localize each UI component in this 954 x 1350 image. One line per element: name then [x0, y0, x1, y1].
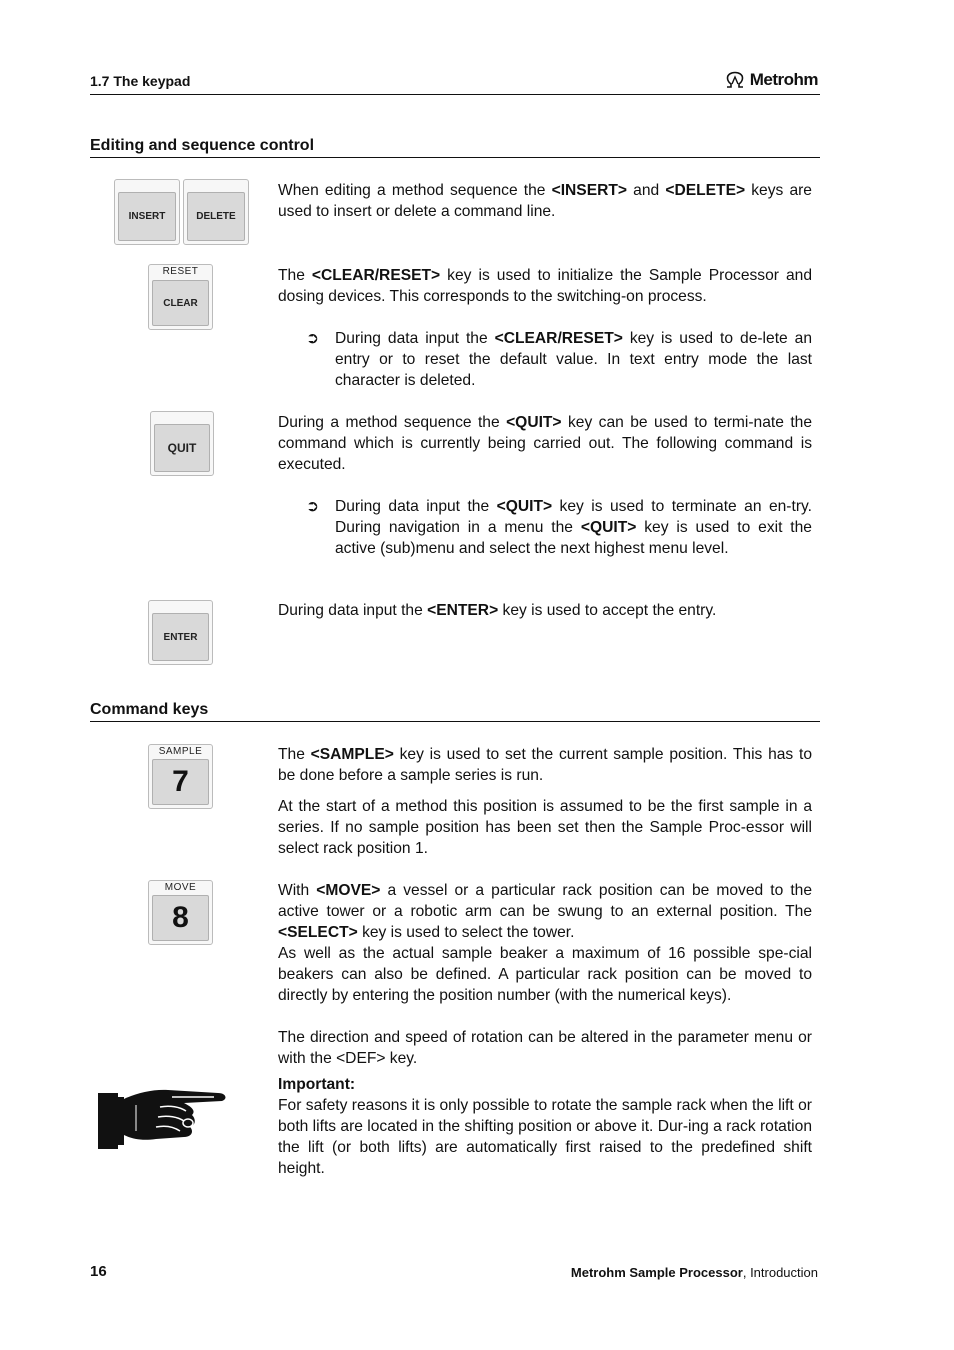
sample-paragraph-2: At the start of a method this position is assumed to be the first sample in a series. If no sample position has been set then the Sample Proc-essor will select rack position 1.	[278, 798, 812, 857]
omega-logo-icon	[724, 71, 746, 89]
clear-label: CLEAR	[152, 280, 209, 326]
footer-title: Metrohm Sample Processor, Introduction	[570, 1265, 818, 1280]
clear-reset-key	[148, 264, 213, 330]
page-header	[90, 70, 820, 95]
important-label: Important:	[278, 1076, 356, 1093]
sample-paragraph-1: The <SAMPLE> key is used to set the current sample position. This has to be done before a sample series is run.	[278, 746, 812, 784]
quit-bullet: ➲ During data input the <QUIT> key is used to terminate an en-try. During navigation in a menu the <QUIT> key is used to exit the active (sub)menu and select the next highest menu level.	[306, 498, 812, 557]
move-paragraph-1: With <MOVE> a vessel or a particular rack position can be moved to the active tower or a robotic arm can be swung to an external position. The <SELECT> key is used to select the tower.	[278, 882, 812, 941]
sample-key	[148, 744, 213, 809]
insert-delete-paragraph: When editing a method sequence the <INSERT> and <DELETE> keys are used to insert or delete a command line.	[278, 182, 812, 220]
move-label: MOVE	[164, 882, 197, 893]
logo-text: Metrohm	[749, 70, 818, 89]
reset-label: RESET	[162, 266, 199, 277]
clear-reset-paragraph: The <CLEAR/RESET> key is used to initialize the Sample Processor and dosing devices. This corresponds to the switching-on process.	[278, 267, 812, 305]
command-keys-heading: Command keys	[90, 701, 820, 722]
section-title: 1.7 The keypad	[90, 73, 191, 89]
pointing-hand-icon	[96, 1085, 230, 1151]
quit-key	[150, 411, 214, 476]
move-paragraph-2: As well as the actual sample beaker a maximum of 16 possible spe-cial beakers can also be defined. A particular rack position can be moved to directly by entering the position number (with the numerical keys).	[278, 945, 812, 1004]
bullet-arrow-icon: ➲	[306, 330, 320, 347]
important-text: For safety reasons it is only possible to rotate the sample rack when the lift or both lifts are located in the shifting position or above it. Dur-ing a rack rotation the lift (or both lifts) are automatically first raised to the predefined shift height.	[278, 1097, 812, 1177]
enter-paragraph: During data input the <ENTER> key is used to accept the entry.	[278, 602, 717, 619]
enter-key	[148, 600, 213, 665]
insert-key	[114, 179, 180, 245]
move-paragraph-3: The direction and speed of rotation can be altered in the parameter menu or with the <DEF> key.	[278, 1029, 812, 1067]
sample-label: SAMPLE	[158, 746, 203, 757]
page-number: 16	[90, 1263, 107, 1280]
move-key	[148, 880, 213, 945]
enter-label: ENTER	[152, 613, 209, 661]
editing-heading: Editing and sequence control	[90, 137, 820, 158]
move-number: 8	[172, 901, 189, 934]
clear-reset-bullet: ➲ During data input the <CLEAR/RESET> key is used to de-lete an entry or to reset the default value. In text entry mode the last character is deleted.	[306, 330, 813, 389]
metrohm-logo	[724, 70, 818, 90]
quit-paragraph: During a method sequence the <QUIT> key can be used to termi-nate the command which is currently being carried out. The following command is executed.	[278, 414, 812, 473]
bullet-arrow-icon: ➲	[306, 498, 320, 515]
delete-key-label: DELETE	[187, 192, 245, 241]
insert-key-label: INSERT	[118, 192, 176, 241]
quit-label: QUIT	[154, 424, 210, 472]
sample-number: 7	[172, 765, 189, 798]
delete-key	[183, 179, 249, 245]
